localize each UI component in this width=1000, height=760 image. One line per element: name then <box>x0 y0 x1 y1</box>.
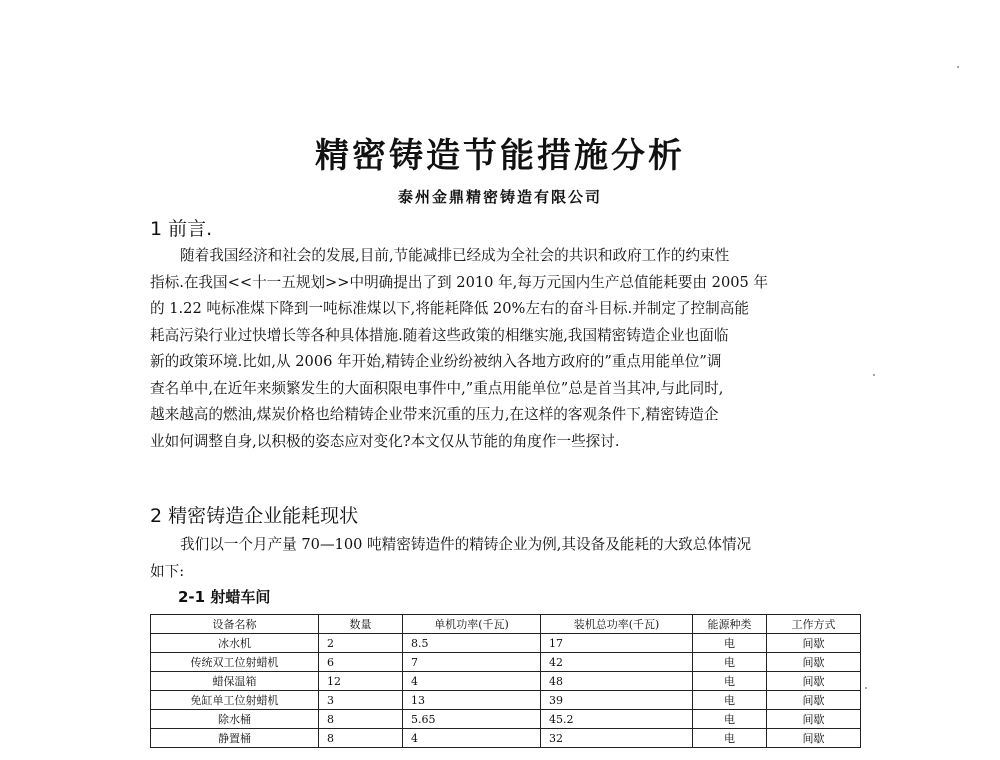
table-cell: 电 <box>693 653 767 672</box>
table-cell: 2 <box>319 634 403 653</box>
column-header: 工作方式 <box>767 615 861 634</box>
table-cell: 32 <box>541 729 693 748</box>
table-header-row <box>151 615 861 634</box>
paragraph-line: 指标.在我国<<十一五规划>>中明确提出了到 2010 年,每万元国内生产总值能耗要由 2005 年 <box>150 273 769 291</box>
table-row <box>151 634 861 653</box>
paragraph-line: 耗高污染行业过快增长等各种具体措施.随着这些政策的相继实施,我国精密铸造企业也面临 <box>150 326 729 344</box>
table-cell: 蜡保温箱 <box>151 672 319 691</box>
table-cell: 间歇 <box>767 710 861 729</box>
table-cell: 间歇 <box>767 634 861 653</box>
table-cell: 13 <box>403 691 541 710</box>
table-cell: 42 <box>541 653 693 672</box>
table-cell: 间歇 <box>767 672 861 691</box>
table-cell: 48 <box>541 672 693 691</box>
table-row <box>151 691 861 710</box>
table-cell: 39 <box>541 691 693 710</box>
table-cell: 4 <box>403 672 541 691</box>
column-header: 能源种类 <box>693 615 767 634</box>
table-cell: 电 <box>693 729 767 748</box>
scan-speck <box>957 66 959 68</box>
table-cell: 4 <box>403 729 541 748</box>
table-cell: 传统双工位射蜡机 <box>151 653 319 672</box>
scan-speck <box>873 374 875 376</box>
column-header: 数量 <box>319 615 403 634</box>
energy-status-paragraph <box>150 532 862 585</box>
paragraph-line: 新的政策环境.比如,从 2006 年开始,精铸企业纷纷被纳入各地方政府的”重点用能单位”调 <box>150 353 722 370</box>
table-cell: 电 <box>693 672 767 691</box>
table-cell: 8 <box>319 729 403 748</box>
table-cell: 45.2 <box>541 710 693 729</box>
table-row <box>151 672 861 691</box>
author-company: 泰州金鼎精密铸造有限公司 <box>397 188 602 206</box>
table-cell: 电 <box>693 710 767 729</box>
table-cell: 免缸单工位射蜡机 <box>151 691 319 710</box>
section-heading-energy-status: 2 精密铸造企业能耗现状 <box>150 505 359 527</box>
column-header: 设备名称 <box>151 615 319 634</box>
table-cell: 电 <box>693 634 767 653</box>
section-heading-intro: 1 前言. <box>150 218 213 240</box>
paragraph-line: 我们以一个月产量 70—100 吨精密铸造件的精铸企业为例,其设备及能耗的大致总体情况 <box>180 536 752 553</box>
table-cell: 17 <box>541 634 693 653</box>
table-cell: 8.5 <box>403 634 541 653</box>
paragraph-line: 如下: <box>150 562 185 580</box>
intro-paragraph <box>150 243 862 455</box>
table-row <box>151 710 861 729</box>
paragraph-line: 越来越高的燃油,煤炭价格也给精铸企业带来沉重的压力,在这样的客观条件下,精密铸造企 <box>150 406 719 423</box>
subsection-heading-wax-workshop: 2-1 射蜡车间 <box>178 588 271 606</box>
paragraph-line: 查名单中,在近年来频繁发生的大面积限电事件中,”重点用能单位”总是首当其冲,与此同时, <box>150 379 724 397</box>
equipment-table <box>150 614 861 748</box>
table-cell: 12 <box>319 672 403 691</box>
table-cell: 静置桶 <box>151 729 319 748</box>
table-cell: 5.65 <box>403 710 541 729</box>
paragraph-line: 业如何调整自身,以积极的姿态应对变化?本文仅从节能的角度作一些探讨. <box>150 432 620 450</box>
table-cell: 冰水机 <box>151 634 319 653</box>
table-row <box>151 729 861 748</box>
table-cell: 6 <box>319 653 403 672</box>
table-cell: 间歇 <box>767 691 861 710</box>
scan-speck <box>865 687 867 689</box>
table-row <box>151 653 861 672</box>
page-title: 精密铸造节能措施分析 <box>315 136 685 176</box>
table-cell: 除水桶 <box>151 710 319 729</box>
table-cell: 3 <box>319 691 403 710</box>
table-cell: 电 <box>693 691 767 710</box>
paragraph-line: 随着我国经济和社会的发展,目前,节能减排已经成为全社会的共识和政府工作的约束性 <box>180 247 730 264</box>
column-header: 装机总功率(千瓦) <box>541 615 693 634</box>
table-cell: 8 <box>319 710 403 729</box>
table-cell: 7 <box>403 653 541 672</box>
column-header: 单机功率(千瓦) <box>403 615 541 634</box>
table-cell: 间歇 <box>767 729 861 748</box>
table-cell: 间歇 <box>767 653 861 672</box>
paragraph-line: 的 1.22 吨标准煤下降到一吨标准煤以下,将能耗降低 20%左右的奋斗目标.并制定了控制高能 <box>150 300 749 317</box>
